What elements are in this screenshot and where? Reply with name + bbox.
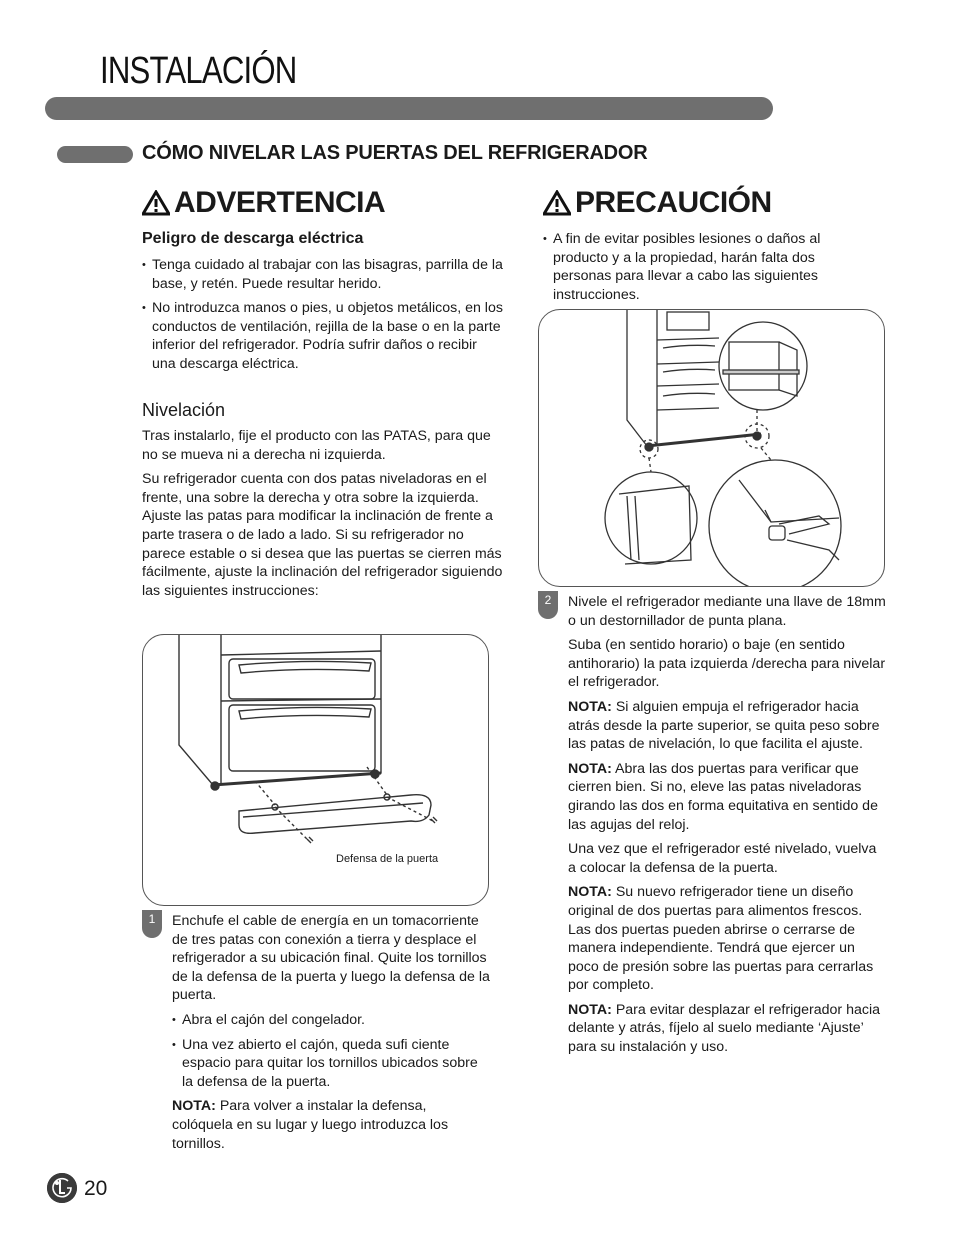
step-number-badge: 2 [538,591,558,619]
section-pill [57,146,133,163]
step1-bullet: • Abra el cajón del congelador. [172,1011,365,1028]
warning-icon [543,190,571,216]
leveling-paragraph: Su refrigerador cuenta con dos patas niveladoras en el frente, una sobre la derecha y otra sobre la izquierda. Ajuste las patas para modificar la inclinación de frente a parte trasera o de lado a lado. Si su refrigerador no parece estable o si desea que las puertas se cierren más fácilmente, ajuste la inclinación del refrigerador siguiendo las siguientes instrucciones: [142,471,503,599]
caution-heading-text: PRECAUCIÓN [575,186,772,219]
step2-note: NOTA: Abra las dos puertas para verificar que cierren bien. Si no, eleve las patas niveladoras girando las dos en forma equitativa en sentido de las agujas del reloj. [568,760,878,833]
caution-heading [543,186,772,220]
step2-note: NOTA: Para evitar desplazar el refrigerador hacia delante y atrás, fíjelo al suelo mediante ‘Ajuste’ para su instalación y uso. [568,1001,880,1056]
step2-paragraph: Suba (en sentido horario) o baje (en sentido antihorario) la pata izquierda /derecha para nivelar el refrigerador. [568,637,886,691]
caution-bullets [543,230,863,310]
warning-subheading: Peligro de descarga eléctrica [142,230,364,247]
lg-logo-mark [47,1173,77,1203]
figure-door-guard [142,634,489,906]
warning-bullets [142,256,504,380]
leveling-text [142,427,506,606]
warning-bullet: • No introduzca manos o pies, u objetos metálicos, en los conductos de ventilación, rejilla de la base o en la parte inferior del refrigerador. Podría sufrir daños o recibir una descarga eléctrica. [142,300,503,372]
page-title: INSTALACIÓN [100,50,297,92]
caution-bullet: • A fin de evitar posibles lesiones o daños al producto y a la propiedad, harán falta dos personas para llevar a cabo las siguientes instrucciones. [543,231,821,303]
leveling-legs-illustration [539,310,884,586]
section-title: CÓMO NIVELAR LAS PUERTAS DEL REFRIGERADOR [142,142,648,164]
warning-heading-text: ADVERTENCIA [174,186,386,219]
step2-note: NOTA: Su nuevo refrigerador tiene un diseño original de dos puertas para alimentos frescos. Las dos puertas pueden abrirse o cerrarse de manera independiente. Tendrá que ejercer un poco de presión sobre las puertas para cerrarlas por completo. [568,884,874,994]
title-bar [45,97,773,120]
step2-paragraph: Nivele el refrigerador mediante una llave de 18mm o un destornillador de punta plana. [568,594,886,629]
leveling-heading: Nivelación [142,400,226,420]
step2-text [568,593,886,1063]
step2-paragraph: Una vez que el refrigerador esté nivelado, vuelva a colocar la defensa de la puerta. [568,841,877,876]
step1-text [172,912,490,1159]
figure-leveling-legs [538,309,885,587]
page-number: 20 [84,1177,108,1200]
warning-heading [142,186,385,220]
leveling-paragraph: Tras instalarlo, fije el producto con las PATAS, para que no se mueva ni a derecha ni izquierda. [142,428,491,463]
figure-caption: Defensa de la puerta [336,853,439,865]
warning-icon [142,190,170,216]
step2-note: NOTA: Si alguien empuja el refrigerador hacia atrás desde la parte superior, se quita peso sobre las patas de nivelación, lo que facilita el ajuste. [568,698,880,753]
step1-note: NOTA: Para volver a instalar la defensa, colóquela en su lugar y luego introduzca los tornillos. [172,1098,449,1152]
step1-paragraph: Enchufe el cable de energía en un tomacorriente de tres patas con conexión a tierra y desplace el refrigerador a su ubicación final. Quite los tornillos de la defensa de la puerta y luego la defensa de la puerta. [172,913,490,1004]
step-number-badge: 1 [142,910,162,938]
lg-logo [47,1173,77,1203]
warning-bullet: • Tenga cuidado al trabajar con las bisagras, parrilla de la base, y retén. Puede resultar herido. [142,257,503,292]
step1-bullet: • Una vez abierto el cajón, queda sufi ciente espacio para quitar los tornillos ubicados sobre la defensa de la puerta. [172,1036,478,1090]
